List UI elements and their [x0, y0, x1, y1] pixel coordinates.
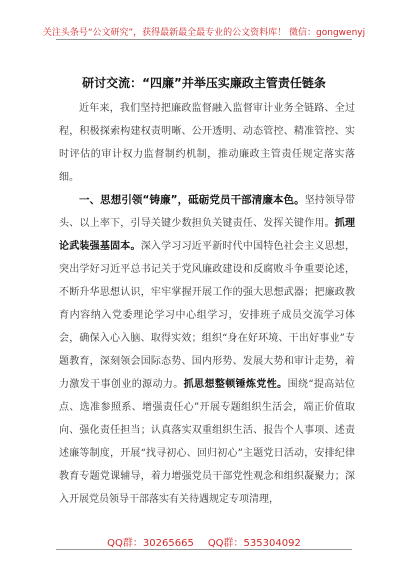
section-1-heading: 一、思想引领“铸廉”，砥砺党员干部清廉本色。 [79, 194, 305, 206]
footer-qq-1: QQ群：30265665 [107, 538, 194, 549]
section-1-text-2: 深入学习习近平新时代中国特色社会主义思想，突出学好习近平总书记关于党风廉政建设和反腐败斗争重要论述，不断升华思想认识，牢牢掌握开展工作的强大思想武器；把廉政教育内容纳入党委理论学习中心组学习，安排班子成员交流学习体会，确保入心入脑、取得实效；组织“身在好环境、干出好事业”专题教育，深刻领会国际态势、国内形势、发展大势和审计走势，着力激发干事创业的源动力。 [59, 241, 356, 390]
section-1-subheading-2: 抓思想整顿锤炼党性。 [183, 379, 288, 390]
document-title: 研讨交流：“四廉”并举压实廉政主管责任链条 [82, 76, 326, 90]
footer-qq-note [0, 534, 408, 549]
footer-qq-2: QQ群：535304092 [207, 538, 301, 549]
section-1-subheading-1: 抓理论武装强基固本。 [59, 218, 356, 252]
section-1-paragraph [59, 189, 355, 511]
intro-paragraph: 近年来，我们坚持把廉政监督融入监督审计业务全链路、全过程，积极探索构建权责明晰、公开透明、动态管控、精准管控、实时评估的审计权力监督制约机制，推动廉政主管责任规定落实落细。 [59, 103, 355, 183]
section-1-text-1: 坚持领导带头、以上率下，引导关键少数担负关键责任、发挥关键作用。 [59, 195, 355, 229]
footer-divider [56, 549, 352, 550]
header-divider [56, 39, 352, 40]
document-body [59, 97, 355, 511]
header-promo-note: 关注头条号“公文研究”，获得最新最全最专业的公文资料库！ 微信：gongwenyj [42, 28, 366, 38]
section-1-text-3: 围绕“提高站位点、选准参照系、增强责任心”开展专题组织生活会，端正价值取向、强化责任担当；认真落实双重组织生活、报告个人事项、述责述廉等制度，开展“找寻初心、回归初心”主题党日活动，安排纪律教育专题党课辅导，着力增强党员干部党性观念和组织凝聚力；深入开展党员领导干部落实有关待遇规定专项清理， [59, 379, 356, 505]
